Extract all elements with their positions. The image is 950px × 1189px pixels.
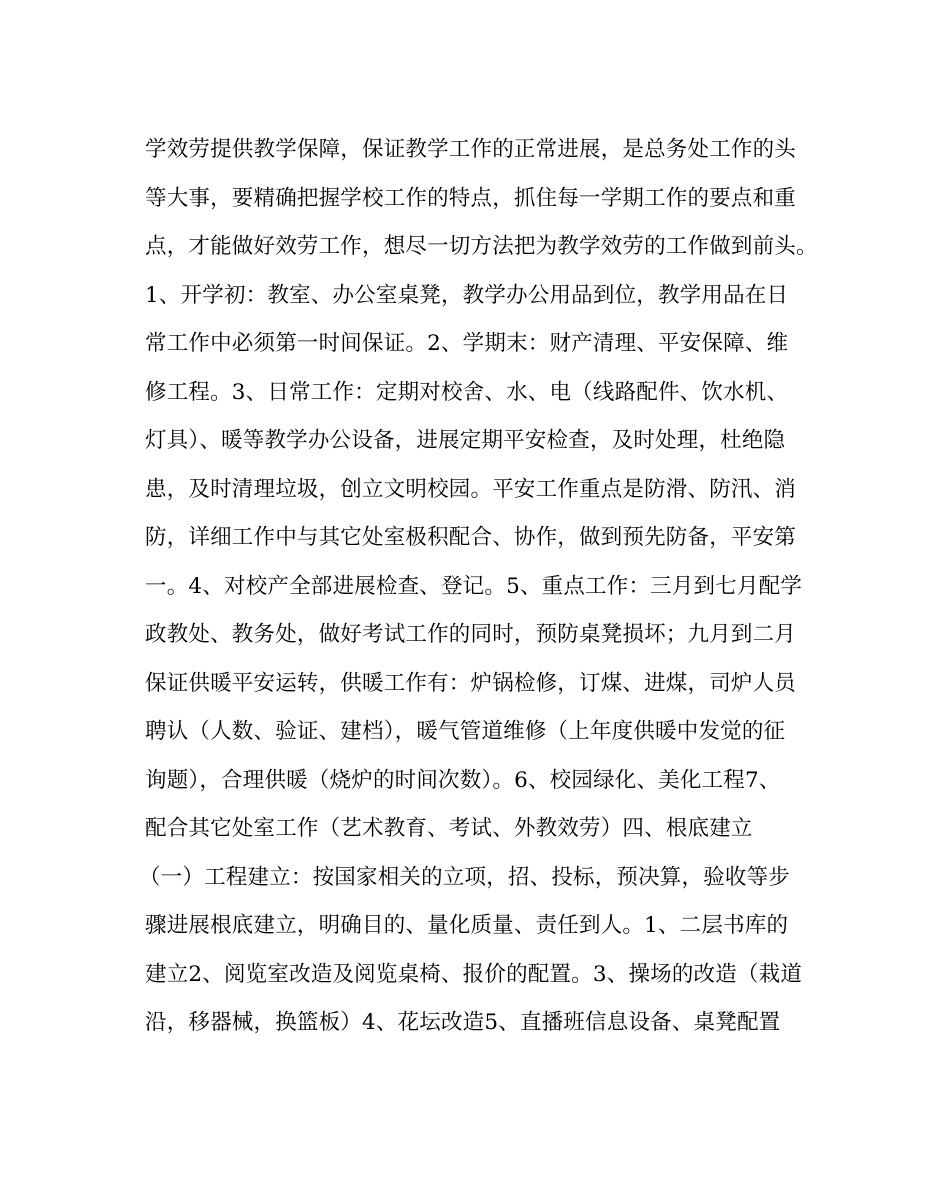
text-line: 建立2、阅览室改造及阅览桌椅、报价的配置。3、操场的改造（栽道 bbox=[145, 961, 803, 987]
text-line: 政教处、教务处，做好考试工作的同时，预防桌凳损坏；九月到二月 bbox=[145, 622, 797, 647]
text-line: 学效劳提供教学保障，保证教学工作的正常进展，是总务处工作的头 bbox=[145, 137, 797, 162]
text-line: 沿，移器械，换篮板）4、花坛改造5、直播班信息设备、桌凳配置 bbox=[145, 1010, 781, 1035]
body-text bbox=[139, 126, 825, 1048]
text-line: （一）工程建立：按国家相关的立项，招、投标，预决算，验收等步 bbox=[139, 864, 791, 890]
text-line: 配合其它处室工作（艺术教育、考试、外教效劳）四、根底建立 bbox=[145, 816, 753, 841]
text-line: 修工程。3、日常工作：定期对校舍、水、电（线路配件、饮水机、 bbox=[145, 379, 789, 405]
text-line: 1、开学初：教室、办公室桌凳，教学办公用品到位，教学用品在日 bbox=[145, 282, 789, 308]
text-line: 患，及时清理垃圾，创立文明校园。平安工作重点是防滑、防汛、消 bbox=[145, 476, 797, 502]
text-line: 防，详细工作中与其它处室极积配合、协作，做到预先防备，平安第 bbox=[145, 525, 797, 550]
text-line: 灯具）、暖等教学办公设备，进展定期平安检查，及时处理，杜绝隐 bbox=[145, 428, 786, 453]
text-line: 骤进展根底建立，明确目的、量化质量、责任到人。1、二层书库的 bbox=[145, 913, 789, 938]
text-line: 保证供暖平安运转，供暖工作有：炉锅检修，订煤、进煤，司炉人员 bbox=[145, 670, 797, 696]
text-line: 等大事，要精确把握学校工作的特点，抓住每一学期工作的要点和重 bbox=[145, 185, 797, 211]
text-line: 点，才能做好效劳工作，想尽一切方法把为教学效劳的工作做到前头。 bbox=[145, 234, 818, 259]
text-line: 一。4、对校产全部进展检查、登记。5、重点工作：三月到七月配学 bbox=[145, 573, 803, 599]
text-line: 聘认（人数、验证、建档），暖气管道维修（上年度供暖中发觉的征 bbox=[145, 719, 786, 744]
text-line: 常工作中必须第一时间保证。2、学期末：财产清理、平安保障、维 bbox=[145, 331, 789, 356]
text-line: 询题），合理供暖（烧炉的时间次数）。6、校园绿化、美化工程7、 bbox=[145, 767, 781, 793]
